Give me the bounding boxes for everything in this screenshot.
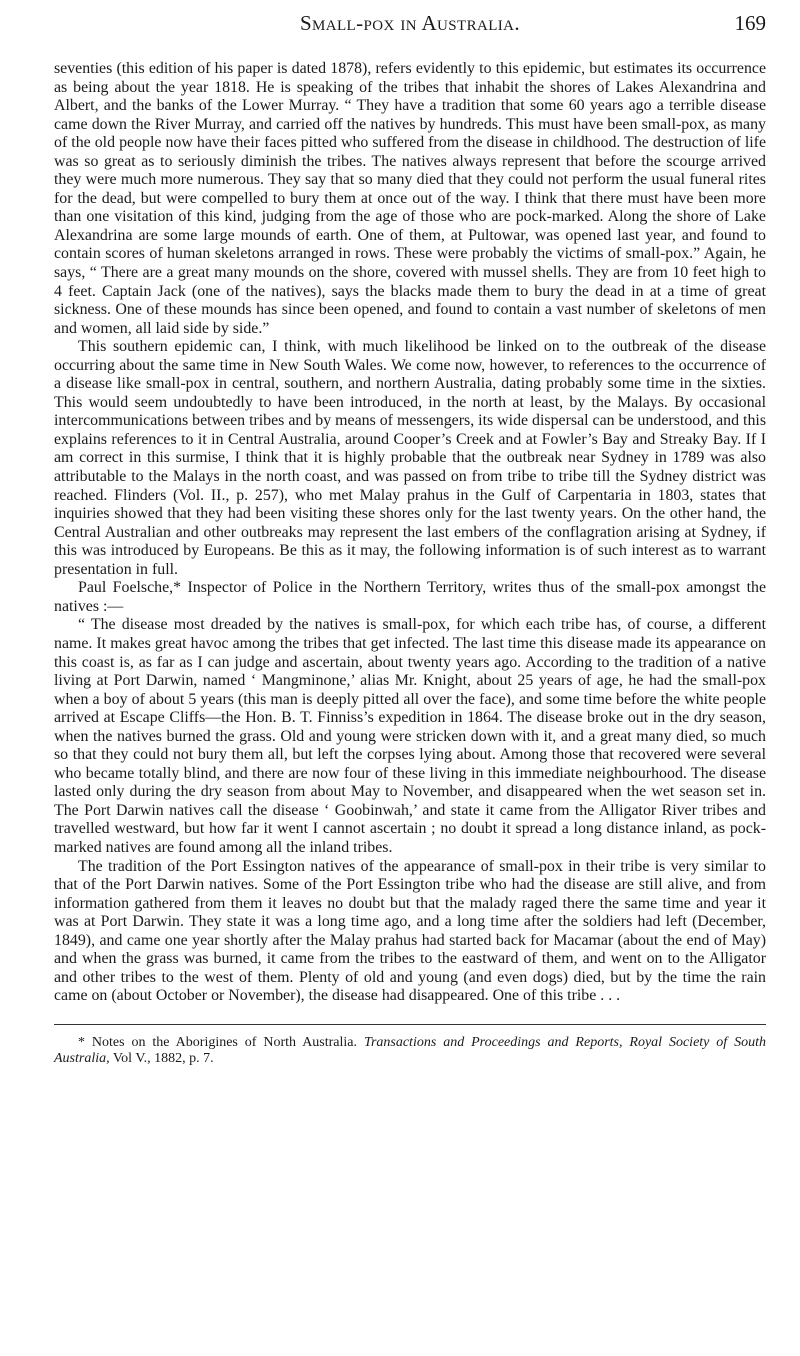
footnote	[54, 1035, 766, 1067]
running-title: Small-pox in Australia.	[299, 11, 521, 35]
paragraph: seventies (this edition of his paper is dated 1878), refers evidently to this epidemic, but estimates its occurrence as being about the year 1818. He is speaking of the tribes that inhabit the shores of Lakes Alexandrina and Albert, and the banks of the Lower Murray. “ They have a tradition that some 60 years ago a terrible disease came down the River Murray, and carried off the natives by hundreds. This must have been small-pox, as many of the old people now have their faces pitted who suffered from the disease in childhood. The destruction of life was so great as to seriously diminish the tribes. The natives always represent that before the scourge arrived they were much more numerous. They say that so many died that they could not perform the usual funeral rites for the dead, but were compelled to bury them at once out of the way. I think that there must have been more than one visitation of this kind, judging from the age of those who are pock-marked. Along the shore of Lake Alexandrina are some large mounds of earth. One of them, at Pultowar, was opened last year, and found to contain scores of human skeletons arranged in rows. These were probably the victims of small-pox.” Again, he says, “ There are a great many mounds on the shore, covered with mussel shells. They are from 10 feet high to 4 feet. Captain Jack (one of the natives), says the blacks made them to bury the dead in at a time of great sickness. One of these mounds has since been opened, and found to contain a vast number of skeletons of men and women, all laid side by side.”	[54, 60, 766, 337]
body-text	[54, 60, 766, 1006]
page-number: 169	[734, 11, 766, 35]
paragraph: The tradition of the Port Essington natives of the appearance of small-pox in their tribe is very similar to that of the Port Darwin natives. Some of the Port Essington tribe who had the disease are still alive, and from information gathered from them it leaves no doubt but that the malady raged there the same time and year it was at Port Darwin. They state it was a long time ago, and a long time after the soldiers had left (December, 1849), and came one year shortly after the Malay prahus had started back for Macamar (about the end of May) and when the grass was burned, it came from the tribes to the eastward of them, and went on to the Alligator and other tribes to the west of them. Plenty of old and young (and even dogs) died, but by the time the rain came on (about October or November), the disease had disappeared. One of this tribe . . .	[54, 857, 766, 1005]
paragraph: This southern epidemic can, I think, with much likelihood be linked on to the outbreak of the disease occurring about the same time in New South Wales. We come now, however, to references to the occurrence of a disease like small-pox in central, southern, and northern Australia, dating probably some time in the sixties. This would seem undoubtedly to have been introduced, in the north at least, by the Malays. By occasional intercommunications between tribes and by means of messengers, its wide dispersal can be understood, and this explains references to it in Central Australia, around Cooper’s Creek and at Fowler’s Bay and Streaky Bay. If I am correct in this surmise, I think that it is highly probable that the outbreak near Sydney in 1789 was also attributable to the Malays in the north coast, and was passed on from tribe to tribe till the Sydney district was reached. Flinders (Vol. II., p. 257), who met Malay prahus in the Gulf of Carpentaria in 1803, states that inquiries showed that they had been visiting these shores only for the last twenty years. On the other hand, the Central Australian and other outbreaks may represent the last embers of the conflagration arising at Sydney, if this was introduced by Europeans. Be this as it may, the following information is of such interest as to warrant presentation in full.	[54, 338, 766, 578]
running-head	[54, 0, 766, 60]
page	[54, 0, 766, 1067]
footnote-tail: Vol V., 1882, p. 7.	[112, 1050, 214, 1066]
quoted-paragraph: “ The disease most dreaded by the natives is small-pox, for which each tribe has, of course, a different name. It makes great havoc among the tribes that get infected. The last time this disease made its appearance on this coast is, as far as I can judge and ascertain, about twenty years ago. According to the tradition of a native living at Port Darwin, named ‘ Mangminone,’ alias Mr. Knight, about 25 years of age, he had the small-pox when a boy of about 5 years (this man is deeply pitted all over the face), and some time before the white people arrived at Escape Cliffs—the Hon. B. T. Finniss’s expedition in 1864. The disease broke out in the dry season, when the natives burned the grass. Old and young were stricken down with it, and a great many died, so much so that they could not bury them all, but left the corpses lying about. Among those that recovered were several who became totally blind, and there are now four of these living in this immediate neighbourhood. The disease lasted only during the dry season from about May to November, and disappeared when the wet season set in. The Port Darwin natives call the disease ‘ Goobinwah,’ and state it came from the Alligator River tribes and travelled westward, but how far it went I cannot ascertain ; no doubt it spread a long distance inland, as pock-marked natives are found among all the inland tribes.	[54, 616, 766, 856]
footnote-rule	[54, 1024, 766, 1025]
paragraph: Paul Foelsche,* Inspector of Police in the Northern Territory, writes thus of the small-pox amongst the natives :—	[54, 579, 766, 615]
footnote-journal: Transactions and Proceedings and Reports, Royal Society of South Australia,	[54, 1034, 767, 1066]
footnote-lead: * Notes on the Aborigines of North Australia.	[78, 1034, 358, 1050]
